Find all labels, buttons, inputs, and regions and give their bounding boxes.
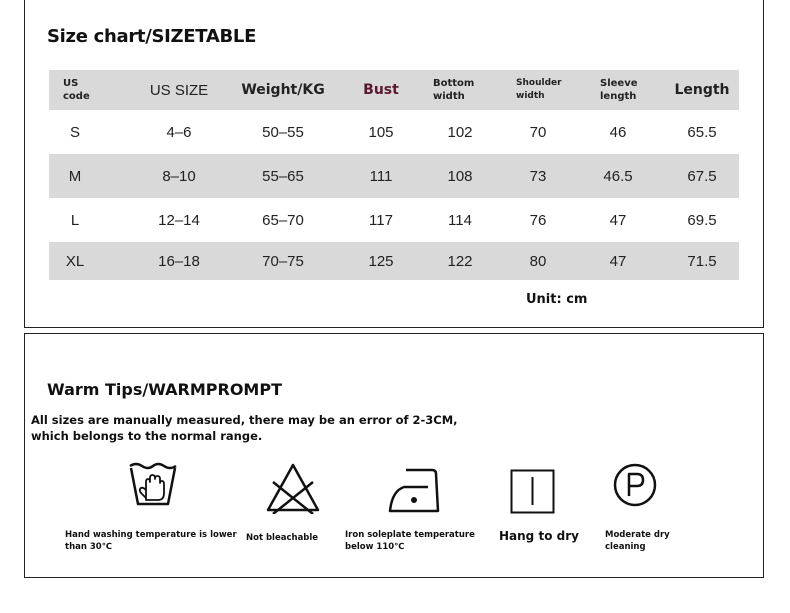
warm-tips-title: Warm Tips/WARMPROMPT — [47, 380, 282, 399]
cell-bottom-width: 122 — [447, 252, 473, 270]
table-row — [49, 242, 739, 280]
cell-code: XL — [65, 252, 85, 270]
cell-bust: 117 — [369, 211, 393, 229]
cell-length: 71.5 — [687, 252, 717, 270]
cell-sleeve-length: 47 — [609, 211, 627, 229]
hand-wash-icon — [128, 460, 178, 508]
cell-weight: 70–75 — [262, 252, 304, 270]
cell-bust: 125 — [368, 252, 394, 270]
no-bleach-icon — [265, 462, 321, 514]
header-us-size: US SIZE — [149, 81, 209, 99]
cell-us-size: 16–18 — [158, 252, 200, 270]
unit-label: Unit: cm — [526, 292, 588, 307]
hand-wash-label: Hand washing temperature is lower than 30℃ — [65, 530, 237, 552]
iron-label: Iron soleplate temperature below 110℃ — [345, 530, 475, 552]
cell-weight: 50–55 — [262, 123, 304, 141]
hang-dry-label: Hang to dry — [499, 529, 579, 543]
cell-us-size: 8–10 — [162, 167, 196, 185]
hang-dry-icon — [510, 469, 556, 515]
header-shoulder-width: Shoulder width — [516, 78, 562, 101]
cell-code: L — [70, 211, 80, 229]
cell-shoulder-width: 70 — [529, 123, 547, 141]
header-us-code: US code — [63, 78, 90, 102]
header-bust: Bust — [363, 82, 399, 98]
table-row — [49, 110, 739, 154]
table-row — [49, 154, 739, 198]
cell-sleeve-length: 47 — [609, 252, 627, 270]
cell-bottom-width: 102 — [447, 123, 473, 141]
cell-bottom-width: 108 — [447, 167, 473, 185]
cell-sleeve-length: 46 — [609, 123, 627, 141]
cell-shoulder-width: 73 — [529, 167, 547, 185]
cell-code: M — [68, 167, 82, 185]
cell-length: 65.5 — [687, 123, 717, 141]
cell-us-size: 4–6 — [166, 123, 192, 141]
cell-bust: 111 — [369, 167, 393, 185]
cell-sleeve-length: 46.5 — [603, 167, 633, 185]
cell-bottom-width: 114 — [448, 211, 472, 229]
table-row — [49, 198, 739, 242]
header-length: Length — [674, 82, 730, 98]
warm-tips-text: All sizes are manually measured, there may be an error of 2-3CM, which belongs to the normal range. — [31, 413, 458, 443]
dry-clean-icon — [612, 462, 658, 508]
header-bottom-width: Bottom width — [433, 78, 475, 102]
cell-shoulder-width: 76 — [529, 211, 547, 229]
cell-weight: 55–65 — [262, 167, 304, 185]
iron-icon — [388, 467, 442, 513]
cell-length: 69.5 — [687, 211, 717, 229]
cell-shoulder-width: 80 — [529, 252, 547, 270]
dry-clean-label: Moderate dry cleaning — [605, 530, 670, 552]
header-weight: Weight/KG — [241, 82, 325, 98]
size-table-header — [49, 70, 739, 110]
cell-us-size: 12–14 — [158, 211, 200, 229]
no-bleach-label: Not bleachable — [246, 533, 319, 543]
cell-bust: 105 — [368, 123, 394, 141]
size-chart-title: Size chart/SIZETABLE — [47, 26, 257, 47]
header-sleeve-length: Sleeve length — [600, 78, 638, 102]
cell-code: S — [69, 123, 80, 141]
cell-weight: 65–70 — [262, 211, 304, 229]
cell-length: 67.5 — [687, 167, 717, 185]
size-table — [49, 70, 739, 280]
